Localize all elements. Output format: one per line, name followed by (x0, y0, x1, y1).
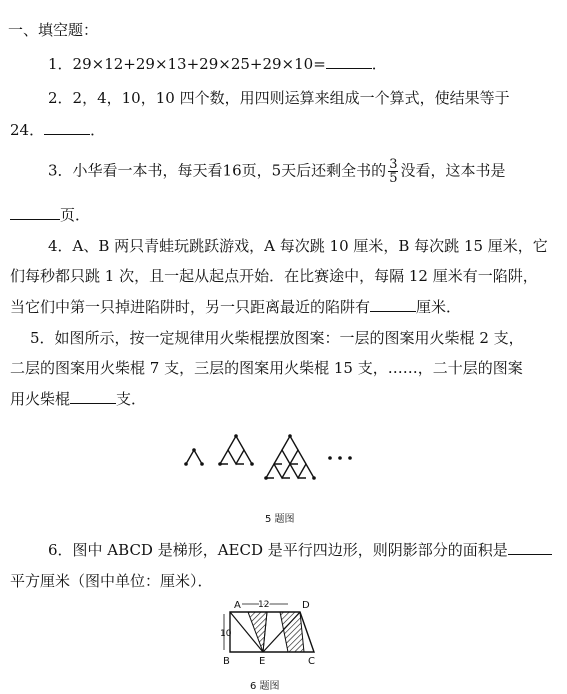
shaded-region-right (280, 612, 304, 652)
fraction-three-fifths (388, 158, 398, 185)
answer-blank-2[interactable] (44, 120, 90, 135)
question-2-line-2 (10, 120, 105, 140)
question-2-line-2-text: 24． (10, 121, 45, 139)
answer-blank-6[interactable] (508, 540, 552, 555)
question-6-text: 6．图中 ABCD 是梯形，AECD 是平行四边形，则阴影部分的面积是 (48, 541, 508, 559)
question-1-end: ． (371, 55, 387, 73)
question-1 (48, 54, 387, 74)
question-3-text: 3．小华看一本书，每天看16页，5天后还剩全书的 (48, 161, 387, 180)
question-4-text: 当它们中第一只掉进陷阱时，另一只距离最近的陷阱有 (10, 298, 371, 316)
answer-blank-5[interactable] (70, 389, 116, 404)
label-B: B (223, 656, 230, 667)
figure-5-caption: 5 题图 (265, 514, 295, 525)
question-5-line-1: 5．如图所示，按一定规律用火柴棍摆放图案：一层的图案用火柴棍 2 支， (30, 329, 524, 347)
label-C: C (308, 656, 315, 667)
trapezoid-figure (218, 598, 328, 674)
question-3-line-1 (48, 158, 505, 185)
answer-blank-1[interactable] (326, 54, 372, 69)
question-3-end: 页． (60, 206, 91, 224)
question-4-line-2: 们每秒都只跳 1 次，且一起从起点开始．在比赛途中，每隔 12 厘米有一陷阱， (10, 267, 538, 285)
section-title: 一、填空题： (8, 21, 99, 39)
question-1-text: 1．29×12+29×13+29×25+29×10= (48, 55, 326, 73)
matchstick-figure (180, 420, 380, 492)
fraction-denominator: 5 (389, 171, 398, 186)
question-5-line-3 (10, 389, 146, 409)
question-5-text: 用火柴棍 (10, 390, 71, 408)
answer-blank-3[interactable] (10, 205, 60, 220)
label-A: A (234, 600, 241, 611)
question-3-text-end: 没看，这本书是 (400, 161, 506, 180)
question-4-line-1: 4．A、B 两只青蛙玩跳跃游戏，A 每次跳 10 厘米，B 每次跳 15 厘米，它 (48, 237, 548, 255)
fraction-numerator: 3 (389, 157, 398, 172)
label-E: E (259, 656, 266, 667)
question-4-end: 厘米． (416, 298, 462, 316)
question-5-line-2: 二层的图案用火柴棍 7 支，三层的图案用火柴棍 15 支，……，二十层的图案 (10, 359, 523, 377)
question-4-line-3 (10, 297, 461, 317)
dimension-top-12: 12 (258, 600, 270, 610)
figure-6-caption: 6 题图 (250, 681, 280, 692)
question-2-line-1: 2．2，4，10，10 四个数，用四则运算来组成一个算式，使结果等于 (48, 89, 510, 107)
question-2-end: ． (90, 121, 106, 139)
question-3-line-2 (10, 205, 90, 225)
answer-blank-4[interactable] (370, 297, 416, 312)
question-5-end: 支． (116, 390, 147, 408)
question-6-line-1 (48, 540, 552, 560)
question-6-line-2: 平方厘米（图中单位：厘米）． (10, 572, 213, 590)
dimension-left-10: 10 (220, 629, 232, 639)
label-D: D (302, 600, 310, 611)
